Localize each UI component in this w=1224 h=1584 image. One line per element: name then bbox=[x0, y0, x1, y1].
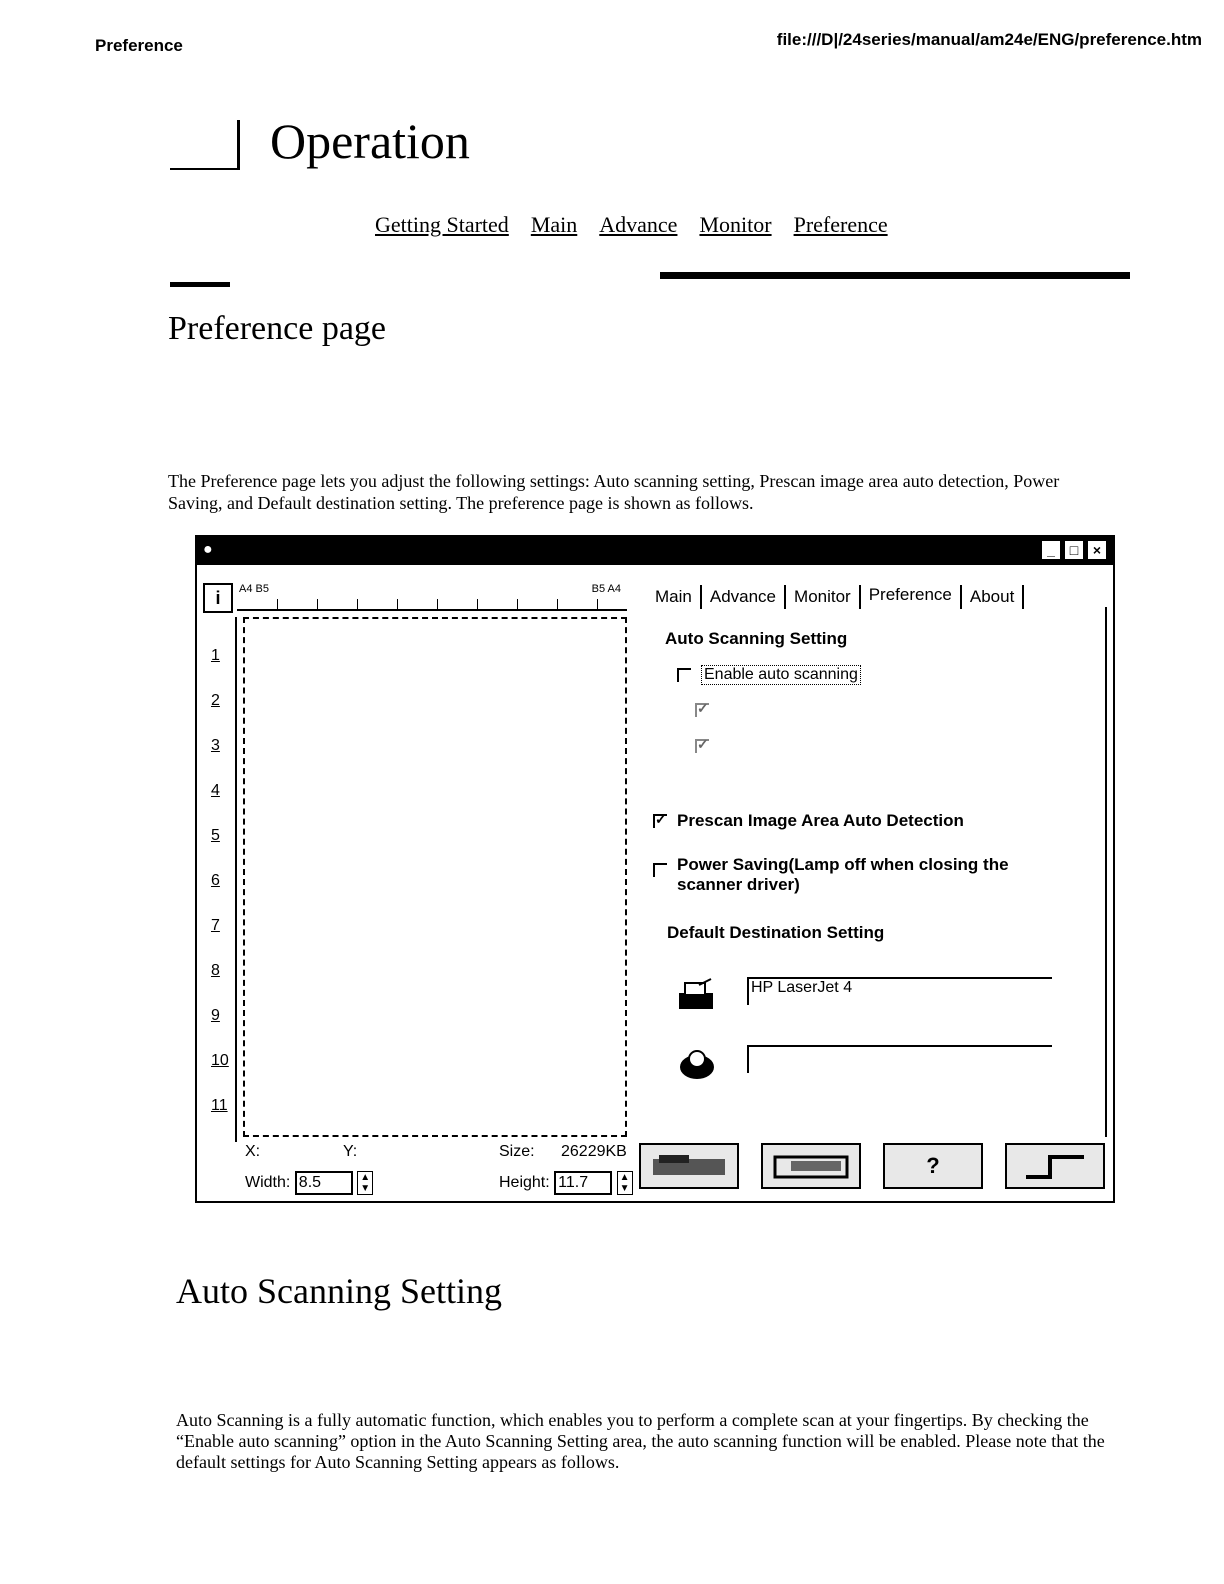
ruler-number: 8 bbox=[211, 962, 220, 979]
tab-about[interactable]: About bbox=[960, 585, 1024, 609]
divider-left bbox=[170, 282, 230, 287]
close-icon[interactable]: × bbox=[1087, 540, 1107, 560]
size-value: 26229KB bbox=[561, 1143, 627, 1160]
width-spinner[interactable]: ▲ ▼ bbox=[357, 1171, 373, 1195]
status-x: X: bbox=[245, 1143, 261, 1160]
auto-scanning-group-title: Auto Scanning Setting bbox=[665, 629, 848, 648]
auto-section-title: Auto Scanning Setting bbox=[176, 1271, 502, 1311]
chapter-mark bbox=[170, 120, 240, 170]
height-spinner[interactable]: ▲ ▼ bbox=[617, 1171, 633, 1195]
status-y: Y: bbox=[343, 1143, 358, 1160]
app-icon: ● bbox=[203, 541, 213, 558]
nav-link-advance[interactable]: Advance bbox=[599, 212, 678, 237]
ruler-number: 10 bbox=[211, 1052, 229, 1069]
preference-panel bbox=[637, 607, 1107, 1137]
width-label: Width: bbox=[245, 1174, 291, 1192]
scanner-dialog bbox=[195, 535, 1115, 1203]
height-label: Height: bbox=[499, 1174, 550, 1192]
page-header-title: Preference bbox=[95, 36, 183, 55]
power-saving-checkbox[interactable] bbox=[653, 863, 667, 877]
scan-area-sub-row bbox=[695, 739, 709, 753]
scan-button[interactable] bbox=[639, 1143, 739, 1189]
window-controls bbox=[1041, 540, 1107, 560]
ruler-number: 7 bbox=[211, 917, 220, 934]
enable-auto-label: Enable auto scanning bbox=[701, 665, 861, 685]
printer-destination-field[interactable]: HP LaserJet 4 bbox=[747, 977, 1052, 1005]
tab-main[interactable]: Main bbox=[647, 585, 702, 609]
height-input[interactable]: 11.7 bbox=[554, 1171, 612, 1195]
tab-bar bbox=[647, 581, 1024, 609]
default-destination-group-title: Default Destination Setting bbox=[667, 923, 885, 942]
size-label: Size: bbox=[499, 1143, 535, 1160]
enable-auto-checkbox[interactable] bbox=[677, 668, 691, 682]
fax-destination-field[interactable] bbox=[747, 1045, 1052, 1073]
chapter-title: Operation bbox=[270, 113, 470, 169]
ruler-paper-marks-left: A4 B5 bbox=[239, 583, 269, 595]
ruler-number: 4 bbox=[211, 782, 220, 799]
horizontal-ruler bbox=[237, 581, 627, 611]
tab-monitor[interactable]: Monitor bbox=[786, 585, 861, 609]
scan-area-sub-checkbox bbox=[695, 739, 709, 753]
help-button[interactable] bbox=[883, 1143, 983, 1189]
auto-paragraph: Auto Scanning is a fully automatic function, which enables you to perform a complete scan at your fingertips. By checking the “Enable auto scanning” option in the Auto Scanning Setting area, the auto scanning function will be enabled. Please note that the default settings for Auto Scanning Setting appears as follows. bbox=[176, 1410, 1105, 1472]
nav-link-preference[interactable]: Preference bbox=[793, 212, 888, 237]
minimize-icon[interactable]: _ bbox=[1041, 540, 1061, 560]
ruler-number: 2 bbox=[211, 692, 220, 709]
exit-button[interactable] bbox=[1005, 1143, 1105, 1189]
intro-paragraph: The Preference page lets you adjust the following settings: Auto scanning setting, Prescan image area auto detection, Power Saving, and Default destination setting. The preference page is shown as follows. bbox=[168, 471, 1060, 513]
divider-right bbox=[660, 272, 1130, 279]
width-input[interactable]: 8.5 bbox=[295, 1171, 353, 1195]
ruler-number: 11 bbox=[211, 1097, 228, 1114]
info-button[interactable]: i bbox=[203, 583, 233, 613]
nav-link-getting-started[interactable]: Getting Started bbox=[375, 212, 509, 237]
tab-advance[interactable]: Advance bbox=[702, 585, 786, 609]
help-icon: ? bbox=[926, 1153, 940, 1178]
prescan-sub-row bbox=[695, 703, 709, 717]
page-header-url: file:///D|/24series/manual/am24e/ENG/preference.htm bbox=[776, 30, 1202, 49]
preview-area[interactable] bbox=[243, 617, 627, 1137]
printer-icon bbox=[677, 977, 717, 1013]
prescan-detect-checkbox[interactable] bbox=[653, 814, 667, 828]
height-control bbox=[499, 1171, 633, 1195]
section-title: Preference page bbox=[168, 310, 387, 347]
ruler-number: 6 bbox=[211, 872, 220, 889]
ruler-number: 5 bbox=[211, 827, 220, 844]
nav-link-monitor[interactable]: Monitor bbox=[699, 212, 772, 237]
prescan-button[interactable] bbox=[761, 1143, 861, 1189]
prescan-detect-row[interactable] bbox=[653, 811, 964, 831]
enable-auto-row[interactable] bbox=[677, 665, 861, 685]
ruler-number: 9 bbox=[211, 1007, 220, 1024]
nav-link-main[interactable]: Main bbox=[530, 212, 578, 237]
power-saving-row[interactable] bbox=[653, 855, 1053, 895]
nav-links bbox=[375, 212, 888, 238]
vertical-ruler bbox=[209, 617, 237, 1142]
ruler-paper-marks-right: B5 A4 bbox=[591, 583, 621, 595]
prescan-detect-label: Prescan Image Area Auto Detection bbox=[677, 811, 964, 830]
ruler-number: 3 bbox=[211, 737, 220, 754]
power-saving-label: Power Saving(Lamp off when closing the scanner driver) bbox=[677, 855, 1009, 894]
prescan-sub-checkbox bbox=[695, 703, 709, 717]
ruler-number: 1 bbox=[211, 647, 220, 664]
tab-preference[interactable]: Preference bbox=[868, 585, 952, 604]
maximize-icon[interactable]: □ bbox=[1064, 540, 1084, 560]
fax-icon bbox=[677, 1045, 717, 1081]
dialog-titlebar bbox=[197, 537, 1113, 565]
width-control bbox=[245, 1171, 373, 1195]
